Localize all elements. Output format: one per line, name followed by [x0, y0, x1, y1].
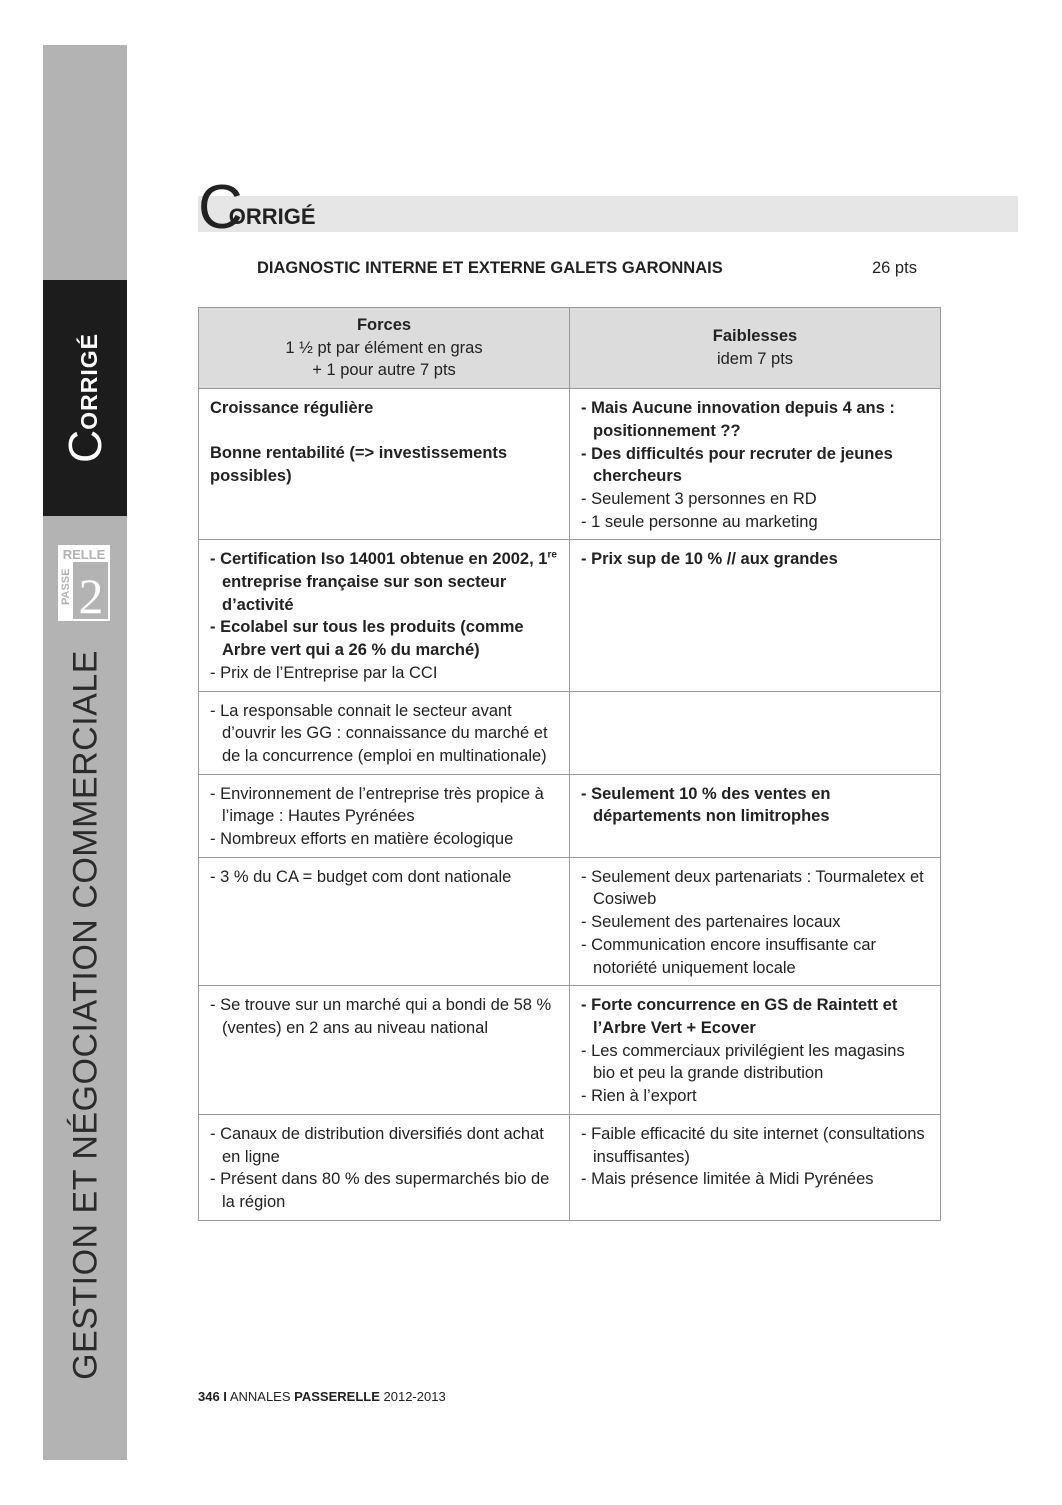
force-item: - Environnement de l’entreprise très propice à l’image : Hautes Pyrénées — [210, 784, 544, 826]
forces-scoring-2: + 1 pour autre 7 pts — [312, 361, 456, 380]
force-item: - Prix de l’Entreprise par la CCI — [210, 663, 438, 682]
faiblesses-scoring: idem 7 pts — [716, 350, 794, 369]
forces-cell — [199, 540, 570, 691]
faiblesses-title: Faiblesses — [712, 327, 798, 346]
faiblesses-cell — [570, 986, 941, 1115]
weakness-item: - Faible efficacité du site internet (consultations insuffisantes) — [581, 1124, 925, 1166]
swot-table — [198, 307, 941, 1221]
faiblesses-cell — [570, 540, 941, 691]
table-row — [199, 691, 941, 774]
table-row — [199, 986, 941, 1115]
weakness-item: - Seulement 10 % des ventes en départements non limitrophes — [581, 784, 831, 826]
diagnostic-title: DIAGNOSTIC INTERNE ET EXTERNE GALETS GARONNAIS — [257, 259, 723, 277]
forces-cell — [199, 389, 570, 540]
footer-passerelle: PASSERELLE — [294, 1389, 380, 1404]
weakness-item: - Mais présence limitée à Midi Pyrénées — [581, 1170, 874, 1189]
forces-cell — [199, 691, 570, 774]
table-header-row — [199, 308, 941, 389]
forces-cell — [199, 986, 570, 1115]
faiblesses-cell — [570, 389, 941, 540]
weakness-item: - Prix sup de 10 % // aux grandes — [581, 550, 838, 569]
force-item: - 3 % du CA = budget com dont nationale — [210, 867, 512, 886]
force-item: - Ecolabel sur tous les produits (comme Arbre vert qui a 26 % du marché) — [210, 618, 524, 660]
weakness-item: - Rien à l’export — [581, 1087, 697, 1106]
weakness-item: - Forte concurrence en GS de Raintett et l’Arbre Vert + Ecover — [581, 996, 898, 1037]
force-item: - Canaux de distribution diversifiés dont achat en ligne — [210, 1124, 544, 1166]
logo-top-text: RELLE — [62, 547, 106, 562]
page-footer — [198, 1389, 446, 1404]
force-item: - Certification Iso 14001 obtenue en 2002, 1re entreprise française sur son secteur d’activité — [210, 549, 557, 614]
weakness-item: - Mais Aucune innovation depuis 4 ans : positionnement ?? — [581, 399, 895, 440]
forces-header — [199, 308, 570, 389]
table-row — [199, 774, 941, 857]
force-item: - Nombreux efforts en matière écologique — [210, 830, 514, 849]
page-number: 346 I — [198, 1389, 227, 1404]
force-item: Bonne rentabilité (=> investissements possibles) — [210, 443, 508, 485]
force-item: - Se trouve sur un marché qui a bondi de 58 % (ventes) en 2 ans au niveau national — [210, 996, 552, 1037]
table-row — [199, 540, 941, 691]
faiblesses-cell — [570, 774, 941, 857]
forces-title: Forces — [356, 316, 412, 334]
faiblesses-header — [570, 308, 941, 389]
passerelle-2-logo — [58, 545, 110, 621]
weakness-item: - 1 seule personne au marketing — [581, 512, 818, 531]
weakness-item: - Communication encore insuffisante car notoriété uniquement locale — [581, 935, 877, 977]
faiblesses-cell — [570, 857, 941, 986]
forces-cell — [199, 1114, 570, 1220]
weakness-item: - Seulement des partenaires locaux — [581, 913, 841, 932]
forces-cell — [199, 774, 570, 857]
table-row — [199, 857, 941, 986]
logo-number: 2 — [78, 568, 104, 621]
logo-side-text: PASSE — [60, 568, 72, 605]
weakness-item: - Des difficultés pour recruter de jeunes chercheurs — [581, 444, 893, 486]
diagnostic-points: 26 pts — [872, 259, 917, 277]
weakness-item: - Seulement 3 personnes en RD — [581, 489, 817, 508]
page-title: CORRIGÉ — [198, 173, 316, 242]
spacer — [210, 420, 558, 442]
weakness-item: - Seulement deux partenariats : Tourmaletex et Cosiweb — [581, 867, 924, 909]
faiblesses-cell — [570, 691, 941, 774]
footer-years: 2012-2013 — [383, 1389, 446, 1404]
forces-scoring-1: 1 ½ pt par élément en gras — [285, 338, 483, 357]
weakness-item: - Les commerciaux privilégient les magasins bio et peu la grande distribution — [581, 1041, 905, 1083]
force-item: - La responsable connait le secteur avant d’ouvrir les GG : connaissance du marché et de la concurrence (emploi en multinationale) — [210, 701, 548, 765]
side-corrige-label: CORRIGÉ — [59, 333, 111, 463]
faiblesses-cell — [570, 1114, 941, 1220]
table-row — [199, 389, 941, 540]
side-section-title: GESTION ET NÉGOCIATION COMMERCIALE — [66, 650, 105, 1380]
table-row — [199, 1114, 941, 1220]
force-item: Croissance régulière — [210, 399, 374, 418]
force-item: - Présent dans 80 % des supermarchés bio de la région — [210, 1170, 550, 1211]
forces-cell — [199, 857, 570, 986]
footer-annales: ANNALES — [229, 1389, 291, 1404]
